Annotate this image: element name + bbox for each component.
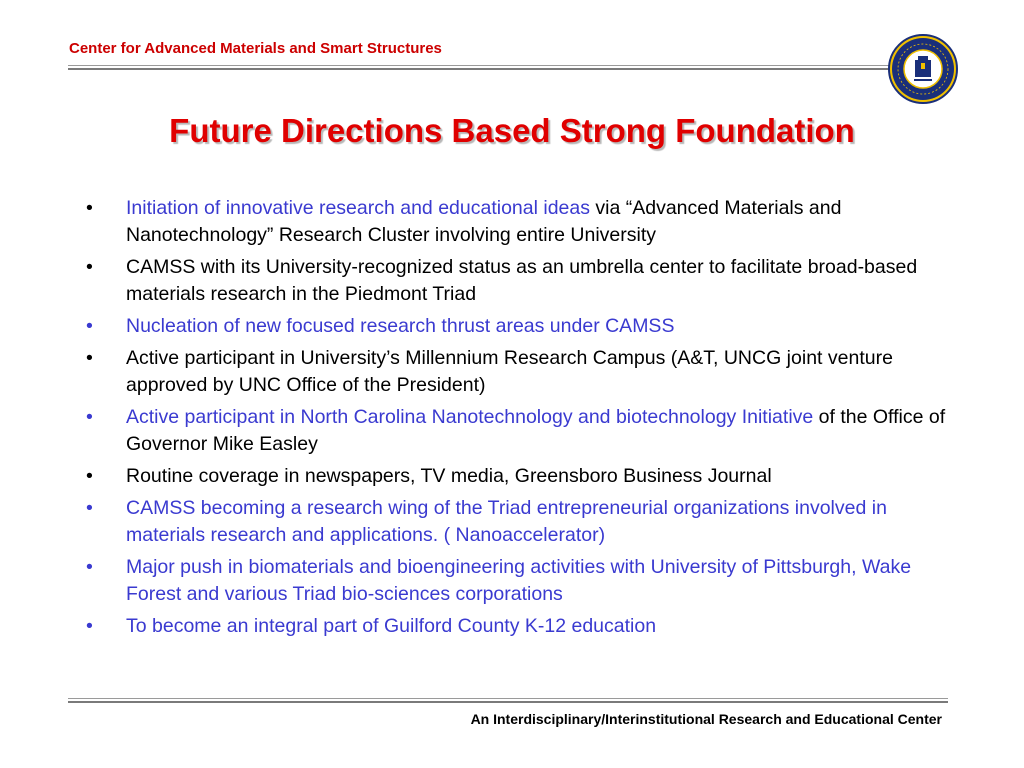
header-divider: [68, 65, 948, 70]
bullet-icon: •: [86, 347, 93, 369]
university-seal-icon: [887, 33, 959, 105]
list-item: [86, 404, 946, 458]
bullet-text: CAMSS becoming a research wing of the Triad entrepreneurial organizations involved in materials research and applications. ( Nanoaccelerator): [126, 497, 887, 546]
bullet-icon: •: [86, 615, 93, 637]
bullet-icon: •: [86, 497, 93, 519]
bullet-text: CAMSS with its University-recognized status as an umbrella center to facilitate broad-based materials research in the Piedmont Triad: [126, 256, 918, 305]
bullet-text: of the Office of Governor Mike Easley: [126, 406, 946, 455]
bullet-icon: •: [86, 556, 93, 578]
bullet-icon: •: [86, 256, 93, 278]
bullet-list: [86, 195, 946, 645]
footer-divider: [68, 698, 948, 703]
list-item: [86, 313, 946, 340]
bullet-text: Nucleation of new focused research thrust areas under CAMSS: [126, 315, 675, 337]
header-org-name: Center for Advanced Materials and Smart Structures: [69, 40, 442, 57]
bullet-text: via “Advanced Materials and Nanotechnology” Research Cluster involving entire University: [126, 197, 842, 246]
list-item: [86, 254, 946, 308]
list-item: [86, 345, 946, 399]
bullet-text: To become an integral part of Guilford County K-12 education: [126, 615, 657, 637]
list-item: [86, 613, 946, 640]
slide-title: Future Directions Based Strong Foundation: [169, 112, 855, 149]
bullet-text: Routine coverage in newspapers, TV media, Greensboro Business Journal: [126, 465, 772, 487]
bullet-text: Major push in biomaterials and bioengineering activities with University of Pittsburgh, Wake Forest and various Triad bio-sciences corporations: [126, 556, 912, 605]
list-item: [86, 463, 946, 490]
list-item: [86, 554, 946, 608]
bullet-text: Active participant in University’s Millennium Research Campus (A&T, UNCG joint venture approved by UNC Office of the President): [126, 347, 893, 396]
list-item: [86, 195, 946, 249]
bullet-icon: •: [86, 197, 93, 219]
bullet-icon: •: [86, 465, 93, 487]
footer-tagline: An Interdisciplinary/Interinstitutional Research and Educational Center: [470, 711, 942, 727]
list-item: [86, 495, 946, 549]
bullet-text: Initiation of innovative research and educational ideas: [126, 197, 590, 219]
bullet-text: Active participant in North Carolina Nanotechnology and biotechnology Initiative: [126, 406, 814, 428]
bullet-icon: •: [86, 406, 93, 428]
bullet-icon: •: [86, 315, 93, 337]
